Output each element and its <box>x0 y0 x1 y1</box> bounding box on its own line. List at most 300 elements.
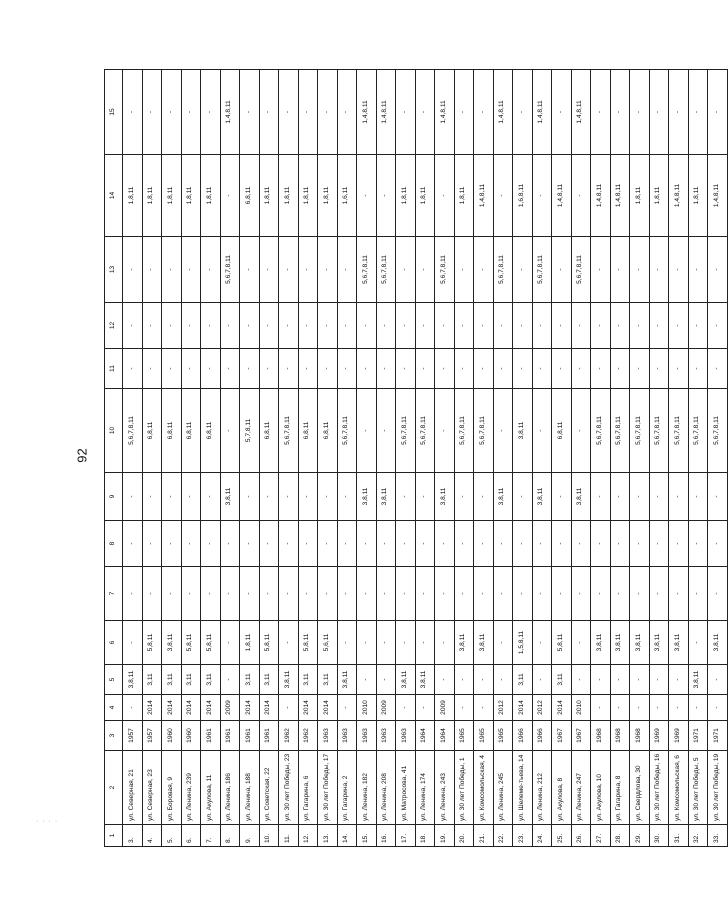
table-cell: - <box>688 237 708 303</box>
table-cell: 1,4,8,11 <box>357 70 377 155</box>
table-cell: 5,6,11 <box>318 621 338 665</box>
address-cell: ул. Ленина, 212 <box>532 751 552 825</box>
table-cell: - <box>376 303 396 349</box>
table-cell: - <box>610 70 630 155</box>
table-cell: - <box>552 567 572 621</box>
table-cell: 2014 <box>552 695 572 721</box>
table-cell: 3,8,11 <box>279 665 299 695</box>
table-cell: - <box>669 695 689 721</box>
table-cell: - <box>688 521 708 567</box>
table-cell: 1,6,11 <box>337 155 357 237</box>
address-cell: ул. 30 лет Победы, 19 <box>708 751 728 825</box>
address-cell: ул. Ленина, 174 <box>415 751 435 825</box>
table-cell: - <box>454 567 474 621</box>
table-cell: - <box>181 567 201 621</box>
table-cell: - <box>181 473 201 521</box>
table-cell: 6,8,11 <box>552 389 572 473</box>
table-cell: - <box>123 695 143 721</box>
table-cell: 3,8,11 <box>454 621 474 665</box>
row-number-cell: 30. <box>649 825 669 847</box>
table-row <box>162 70 182 847</box>
table-cell: - <box>318 303 338 349</box>
table-cell: 3,11 <box>298 665 318 695</box>
table-cell: - <box>123 70 143 155</box>
table-cell: 3,8,11 <box>649 621 669 665</box>
table-cell: - <box>318 521 338 567</box>
table-cell: - <box>162 237 182 303</box>
table-cell: - <box>337 473 357 521</box>
table-cell: - <box>610 695 630 721</box>
table-cell: 5,6,7,8,11 <box>123 389 143 473</box>
table-cell: - <box>181 303 201 349</box>
table-cell: - <box>318 237 338 303</box>
table-cell: - <box>688 70 708 155</box>
table-cell: 1,8,11 <box>279 155 299 237</box>
table-cell: 1957 <box>123 721 143 751</box>
table-cell: - <box>610 567 630 621</box>
table-cell: 3,11 <box>142 665 162 695</box>
table-cell: - <box>201 521 221 567</box>
table-cell: - <box>513 567 533 621</box>
table-cell: - <box>435 349 455 389</box>
table-cell: 3,8,11 <box>688 665 708 695</box>
table-cell: - <box>415 70 435 155</box>
table-cell: - <box>649 349 669 389</box>
table-cell: - <box>493 303 513 349</box>
table-cell: 1,4,8,11 <box>220 70 240 155</box>
table-cell: 5,6,7,8,11 <box>630 389 650 473</box>
table-cell: - <box>688 567 708 621</box>
table-cell: 5,6,7,8,11 <box>435 237 455 303</box>
table-cell: - <box>181 349 201 389</box>
table-cell: 1,4,8,11 <box>435 70 455 155</box>
table-cell: - <box>513 303 533 349</box>
table-cell: 5,6,7,8,11 <box>415 389 435 473</box>
table-cell: - <box>591 237 611 303</box>
table-cell: - <box>474 521 494 567</box>
address-cell: ул. Северная, 21 <box>123 751 143 825</box>
table-cell: 5,6,7,8,11 <box>474 389 494 473</box>
table-cell: 1968 <box>591 721 611 751</box>
table-cell: - <box>142 303 162 349</box>
table-cell: - <box>259 303 279 349</box>
table-cell: - <box>279 621 299 665</box>
table-cell: - <box>220 521 240 567</box>
row-number-cell: 24. <box>532 825 552 847</box>
table-cell: - <box>123 621 143 665</box>
table-cell: - <box>493 665 513 695</box>
table-cell: - <box>552 473 572 521</box>
row-number-cell: 11. <box>279 825 299 847</box>
table-cell: - <box>493 389 513 473</box>
row-number-cell: 10. <box>259 825 279 847</box>
address-cell: ул. 30 лет Победы, 5 <box>688 751 708 825</box>
row-number-cell: 14. <box>337 825 357 847</box>
table-header-row <box>105 70 123 847</box>
table-cell: 3,8,11 <box>435 473 455 521</box>
table-cell: - <box>162 349 182 389</box>
table-cell: - <box>493 155 513 237</box>
table-cell: 1,4,8,11 <box>708 155 728 237</box>
table-cell: - <box>513 237 533 303</box>
table-cell: - <box>610 473 630 521</box>
table-cell: 5,6,7,8,11 <box>610 389 630 473</box>
header-cell: 8 <box>105 521 123 567</box>
table-cell: 3,11 <box>181 665 201 695</box>
header-cell: 14 <box>105 155 123 237</box>
table-cell: - <box>337 237 357 303</box>
table-cell: 1,8,11 <box>454 155 474 237</box>
table-cell: - <box>591 521 611 567</box>
table-cell: - <box>415 237 435 303</box>
table-row <box>298 70 318 847</box>
table-cell: - <box>493 621 513 665</box>
table-cell: 3,8,11 <box>357 473 377 521</box>
address-cell: ул. Комсомольская, 4 <box>474 751 494 825</box>
table-cell: - <box>649 237 669 303</box>
table-cell: - <box>708 521 728 567</box>
table-cell: 2014 <box>201 695 221 721</box>
table-cell: - <box>552 237 572 303</box>
table-cell: - <box>630 665 650 695</box>
table-cell: - <box>688 473 708 521</box>
table-cell: 1960 <box>181 721 201 751</box>
address-cell: ул. 30 лет Победы, 23 <box>279 751 299 825</box>
table-cell: 2009 <box>376 695 396 721</box>
header-cell: 7 <box>105 567 123 621</box>
table-cell: - <box>298 349 318 389</box>
table-cell: - <box>240 567 260 621</box>
table-cell: 3,8,11 <box>591 621 611 665</box>
table-cell: - <box>532 389 552 473</box>
table-cell: - <box>688 349 708 389</box>
table-cell: - <box>649 473 669 521</box>
table-cell: - <box>474 237 494 303</box>
table-cell: 5,6,7,8,11 <box>688 389 708 473</box>
table-row <box>337 70 357 847</box>
table-cell: - <box>337 621 357 665</box>
header-cell: 1 <box>105 825 123 847</box>
address-cell: ул. Ленина, 245 <box>493 751 513 825</box>
table-row <box>493 70 513 847</box>
header-cell: 12 <box>105 303 123 349</box>
table-cell: - <box>357 155 377 237</box>
table-cell: - <box>669 70 689 155</box>
table-cell: - <box>435 521 455 567</box>
address-cell: ул. Акулова, 11 <box>201 751 221 825</box>
row-number-cell: 32. <box>688 825 708 847</box>
table-cell: - <box>669 521 689 567</box>
table-cell: 5,6,7,8,11 <box>337 389 357 473</box>
table-cell: 3,8,11 <box>162 621 182 665</box>
table-cell: - <box>201 237 221 303</box>
row-number-cell: 20. <box>454 825 474 847</box>
table-cell: - <box>240 349 260 389</box>
table-cell: 6,8,11 <box>181 389 201 473</box>
table-cell: - <box>630 695 650 721</box>
table-row <box>571 70 591 847</box>
address-cell: ул. Шелеме-тьева, 14 <box>513 751 533 825</box>
table-cell: 1,8,11 <box>415 155 435 237</box>
table-cell: - <box>201 473 221 521</box>
table-cell: - <box>610 237 630 303</box>
table-cell: 1963 <box>318 721 338 751</box>
table-cell: - <box>474 349 494 389</box>
table-row <box>552 70 572 847</box>
table-cell: 2012 <box>532 695 552 721</box>
table-cell: - <box>493 349 513 389</box>
table-cell: - <box>357 389 377 473</box>
address-cell: ул. 30 лет Победы, 17 <box>318 751 338 825</box>
row-number-cell: 31. <box>669 825 689 847</box>
table-cell: - <box>298 473 318 521</box>
table-cell: 2014 <box>181 695 201 721</box>
table-cell: 5,7,8,11 <box>240 389 260 473</box>
table-cell: - <box>220 349 240 389</box>
table-cell: 1971 <box>688 721 708 751</box>
table-cell: 1,8,11 <box>142 155 162 237</box>
table-row <box>708 70 728 847</box>
table-cell: 5,6,7,8,11 <box>454 389 474 473</box>
table-cell: 5,8,11 <box>181 621 201 665</box>
table-cell: - <box>669 473 689 521</box>
row-number-cell: 27. <box>591 825 611 847</box>
address-cell: ул. Советская, 22 <box>259 751 279 825</box>
table-row <box>396 70 416 847</box>
table-row <box>142 70 162 847</box>
table-cell: 3,8,11 <box>532 473 552 521</box>
table-cell: - <box>123 473 143 521</box>
table-cell: - <box>571 303 591 349</box>
table-cell: 1966 <box>513 721 533 751</box>
table-cell: 1,4,8,11 <box>493 70 513 155</box>
table-cell: - <box>337 303 357 349</box>
table-cell: 5,6,7,8,11 <box>279 389 299 473</box>
table-cell: 1963 <box>376 721 396 751</box>
table-cell: 3,8,11 <box>669 621 689 665</box>
faint-stamp: · · · · <box>36 818 59 825</box>
table-cell: 6,8,11 <box>142 389 162 473</box>
table-cell: - <box>454 237 474 303</box>
table-cell: 1,8,11 <box>201 155 221 237</box>
table-cell: 3,8,11 <box>493 473 513 521</box>
address-cell: ул. Ленина, 188 <box>240 751 260 825</box>
row-number-cell: 5. <box>162 825 182 847</box>
table-cell: 1968 <box>610 721 630 751</box>
row-number-cell: 23. <box>513 825 533 847</box>
table-cell: - <box>708 349 728 389</box>
table-cell: - <box>279 521 299 567</box>
table-cell: - <box>396 303 416 349</box>
header-cell: 15 <box>105 70 123 155</box>
table-cell: 5,6,7,8,11 <box>357 237 377 303</box>
table-row <box>435 70 455 847</box>
table-cell: 1966 <box>532 721 552 751</box>
table-row <box>591 70 611 847</box>
table-cell: - <box>649 303 669 349</box>
address-cell: ул. Северная, 23 <box>142 751 162 825</box>
table-cell: 3,8,11 <box>220 473 240 521</box>
table-cell: - <box>201 70 221 155</box>
table-cell: 2014 <box>513 695 533 721</box>
address-cell: ул. Матросова, 41 <box>396 751 416 825</box>
header-cell: 9 <box>105 473 123 521</box>
address-cell: ул. Свердлова, 30 <box>630 751 650 825</box>
table-cell: - <box>318 70 338 155</box>
table-cell: - <box>201 567 221 621</box>
table-cell: 1,8,11 <box>181 155 201 237</box>
table-cell: - <box>279 70 299 155</box>
table-cell: - <box>396 473 416 521</box>
table-cell: - <box>318 473 338 521</box>
table-cell: - <box>630 237 650 303</box>
table-cell: - <box>259 521 279 567</box>
table-cell: - <box>571 155 591 237</box>
table-cell: - <box>532 349 552 389</box>
table-cell: - <box>279 349 299 389</box>
table-cell: - <box>571 567 591 621</box>
table-cell: - <box>240 473 260 521</box>
table-cell: 1,8,11 <box>123 155 143 237</box>
table-cell: - <box>708 695 728 721</box>
table-cell: - <box>376 567 396 621</box>
table-cell: - <box>454 70 474 155</box>
table-cell: - <box>435 389 455 473</box>
table-row <box>474 70 494 847</box>
header-cell: 13 <box>105 237 123 303</box>
table-cell: 2010 <box>571 695 591 721</box>
row-number-cell: 6. <box>181 825 201 847</box>
header-cell: 6 <box>105 621 123 665</box>
table-cell: - <box>669 237 689 303</box>
table-cell: - <box>454 349 474 389</box>
table-cell: 3,11 <box>513 665 533 695</box>
address-cell: ул. 30 лет Победы, 1 <box>454 751 474 825</box>
table-cell: - <box>610 665 630 695</box>
table-cell: - <box>162 70 182 155</box>
table-cell: - <box>591 695 611 721</box>
table-cell: - <box>513 70 533 155</box>
table-row <box>630 70 650 847</box>
table-cell: 5,8,11 <box>552 621 572 665</box>
table-cell: - <box>220 621 240 665</box>
table-cell: - <box>298 70 318 155</box>
table-cell: - <box>435 621 455 665</box>
table-cell: - <box>649 521 669 567</box>
table-cell: - <box>220 567 240 621</box>
table-cell: - <box>357 567 377 621</box>
table-cell: - <box>532 621 552 665</box>
header-cell: 11 <box>105 349 123 389</box>
table-cell: - <box>513 473 533 521</box>
table-cell: 5,8,11 <box>142 621 162 665</box>
table-cell: - <box>474 567 494 621</box>
table-row <box>415 70 435 847</box>
header-cell: 4 <box>105 695 123 721</box>
table-cell: 3,11 <box>240 665 260 695</box>
table-cell: - <box>435 303 455 349</box>
table-cell: - <box>376 665 396 695</box>
table-cell: - <box>454 665 474 695</box>
table-row <box>357 70 377 847</box>
table-cell: - <box>220 303 240 349</box>
table-cell: - <box>357 349 377 389</box>
table-cell: 1,8,11 <box>688 155 708 237</box>
table-cell: - <box>688 303 708 349</box>
table-cell: - <box>142 521 162 567</box>
table-cell: - <box>123 567 143 621</box>
table-cell: 1967 <box>552 721 572 751</box>
table-cell: - <box>318 349 338 389</box>
table-cell: - <box>415 473 435 521</box>
table-row <box>259 70 279 847</box>
table-cell: 1,8,11 <box>240 621 260 665</box>
table-cell: - <box>532 155 552 237</box>
table-cell: - <box>630 303 650 349</box>
table-row <box>220 70 240 847</box>
table-cell: - <box>454 303 474 349</box>
table-cell: - <box>396 621 416 665</box>
table-container <box>104 70 720 847</box>
row-number-cell: 3. <box>123 825 143 847</box>
table-cell: - <box>357 303 377 349</box>
table-cell: - <box>259 237 279 303</box>
table-cell: - <box>493 567 513 621</box>
table-row <box>201 70 221 847</box>
table-cell: - <box>357 665 377 695</box>
table-cell: - <box>376 389 396 473</box>
table-cell: 3,11 <box>162 665 182 695</box>
table-cell: - <box>142 237 162 303</box>
table-cell: 1963 <box>357 721 377 751</box>
header-cell: 5 <box>105 665 123 695</box>
table-cell: - <box>396 695 416 721</box>
table-cell: - <box>259 349 279 389</box>
table-cell: - <box>474 695 494 721</box>
table-cell: 3,8,11 <box>337 665 357 695</box>
table-cell: - <box>708 237 728 303</box>
row-number-cell: 9. <box>240 825 260 847</box>
table-cell: - <box>415 567 435 621</box>
table-cell: - <box>474 473 494 521</box>
table-row <box>532 70 552 847</box>
table-cell: 6,8,11 <box>259 389 279 473</box>
address-cell: ул. Ленина, 182 <box>357 751 377 825</box>
address-cell: ул. Гагарина, 8 <box>610 751 630 825</box>
table-cell: - <box>591 349 611 389</box>
table-cell: 5,6,7,8,11 <box>396 389 416 473</box>
table-cell: - <box>240 237 260 303</box>
table-cell: - <box>591 567 611 621</box>
table-cell: - <box>376 621 396 665</box>
table-cell: 1961 <box>240 721 260 751</box>
table-cell: - <box>298 567 318 621</box>
table-cell: - <box>337 521 357 567</box>
row-number-cell: 19. <box>435 825 455 847</box>
table-cell: 1965 <box>454 721 474 751</box>
table-cell: - <box>396 70 416 155</box>
table-cell: 2014 <box>259 695 279 721</box>
table-cell: 5,6,7,8,11 <box>669 389 689 473</box>
table-cell: 3,8,11 <box>123 665 143 695</box>
table-row <box>610 70 630 847</box>
table-cell: - <box>708 567 728 621</box>
table-row <box>669 70 689 847</box>
table-cell: - <box>571 349 591 389</box>
table-cell: - <box>337 567 357 621</box>
table-cell: 5,6,7,8,11 <box>493 237 513 303</box>
table-cell: - <box>123 237 143 303</box>
